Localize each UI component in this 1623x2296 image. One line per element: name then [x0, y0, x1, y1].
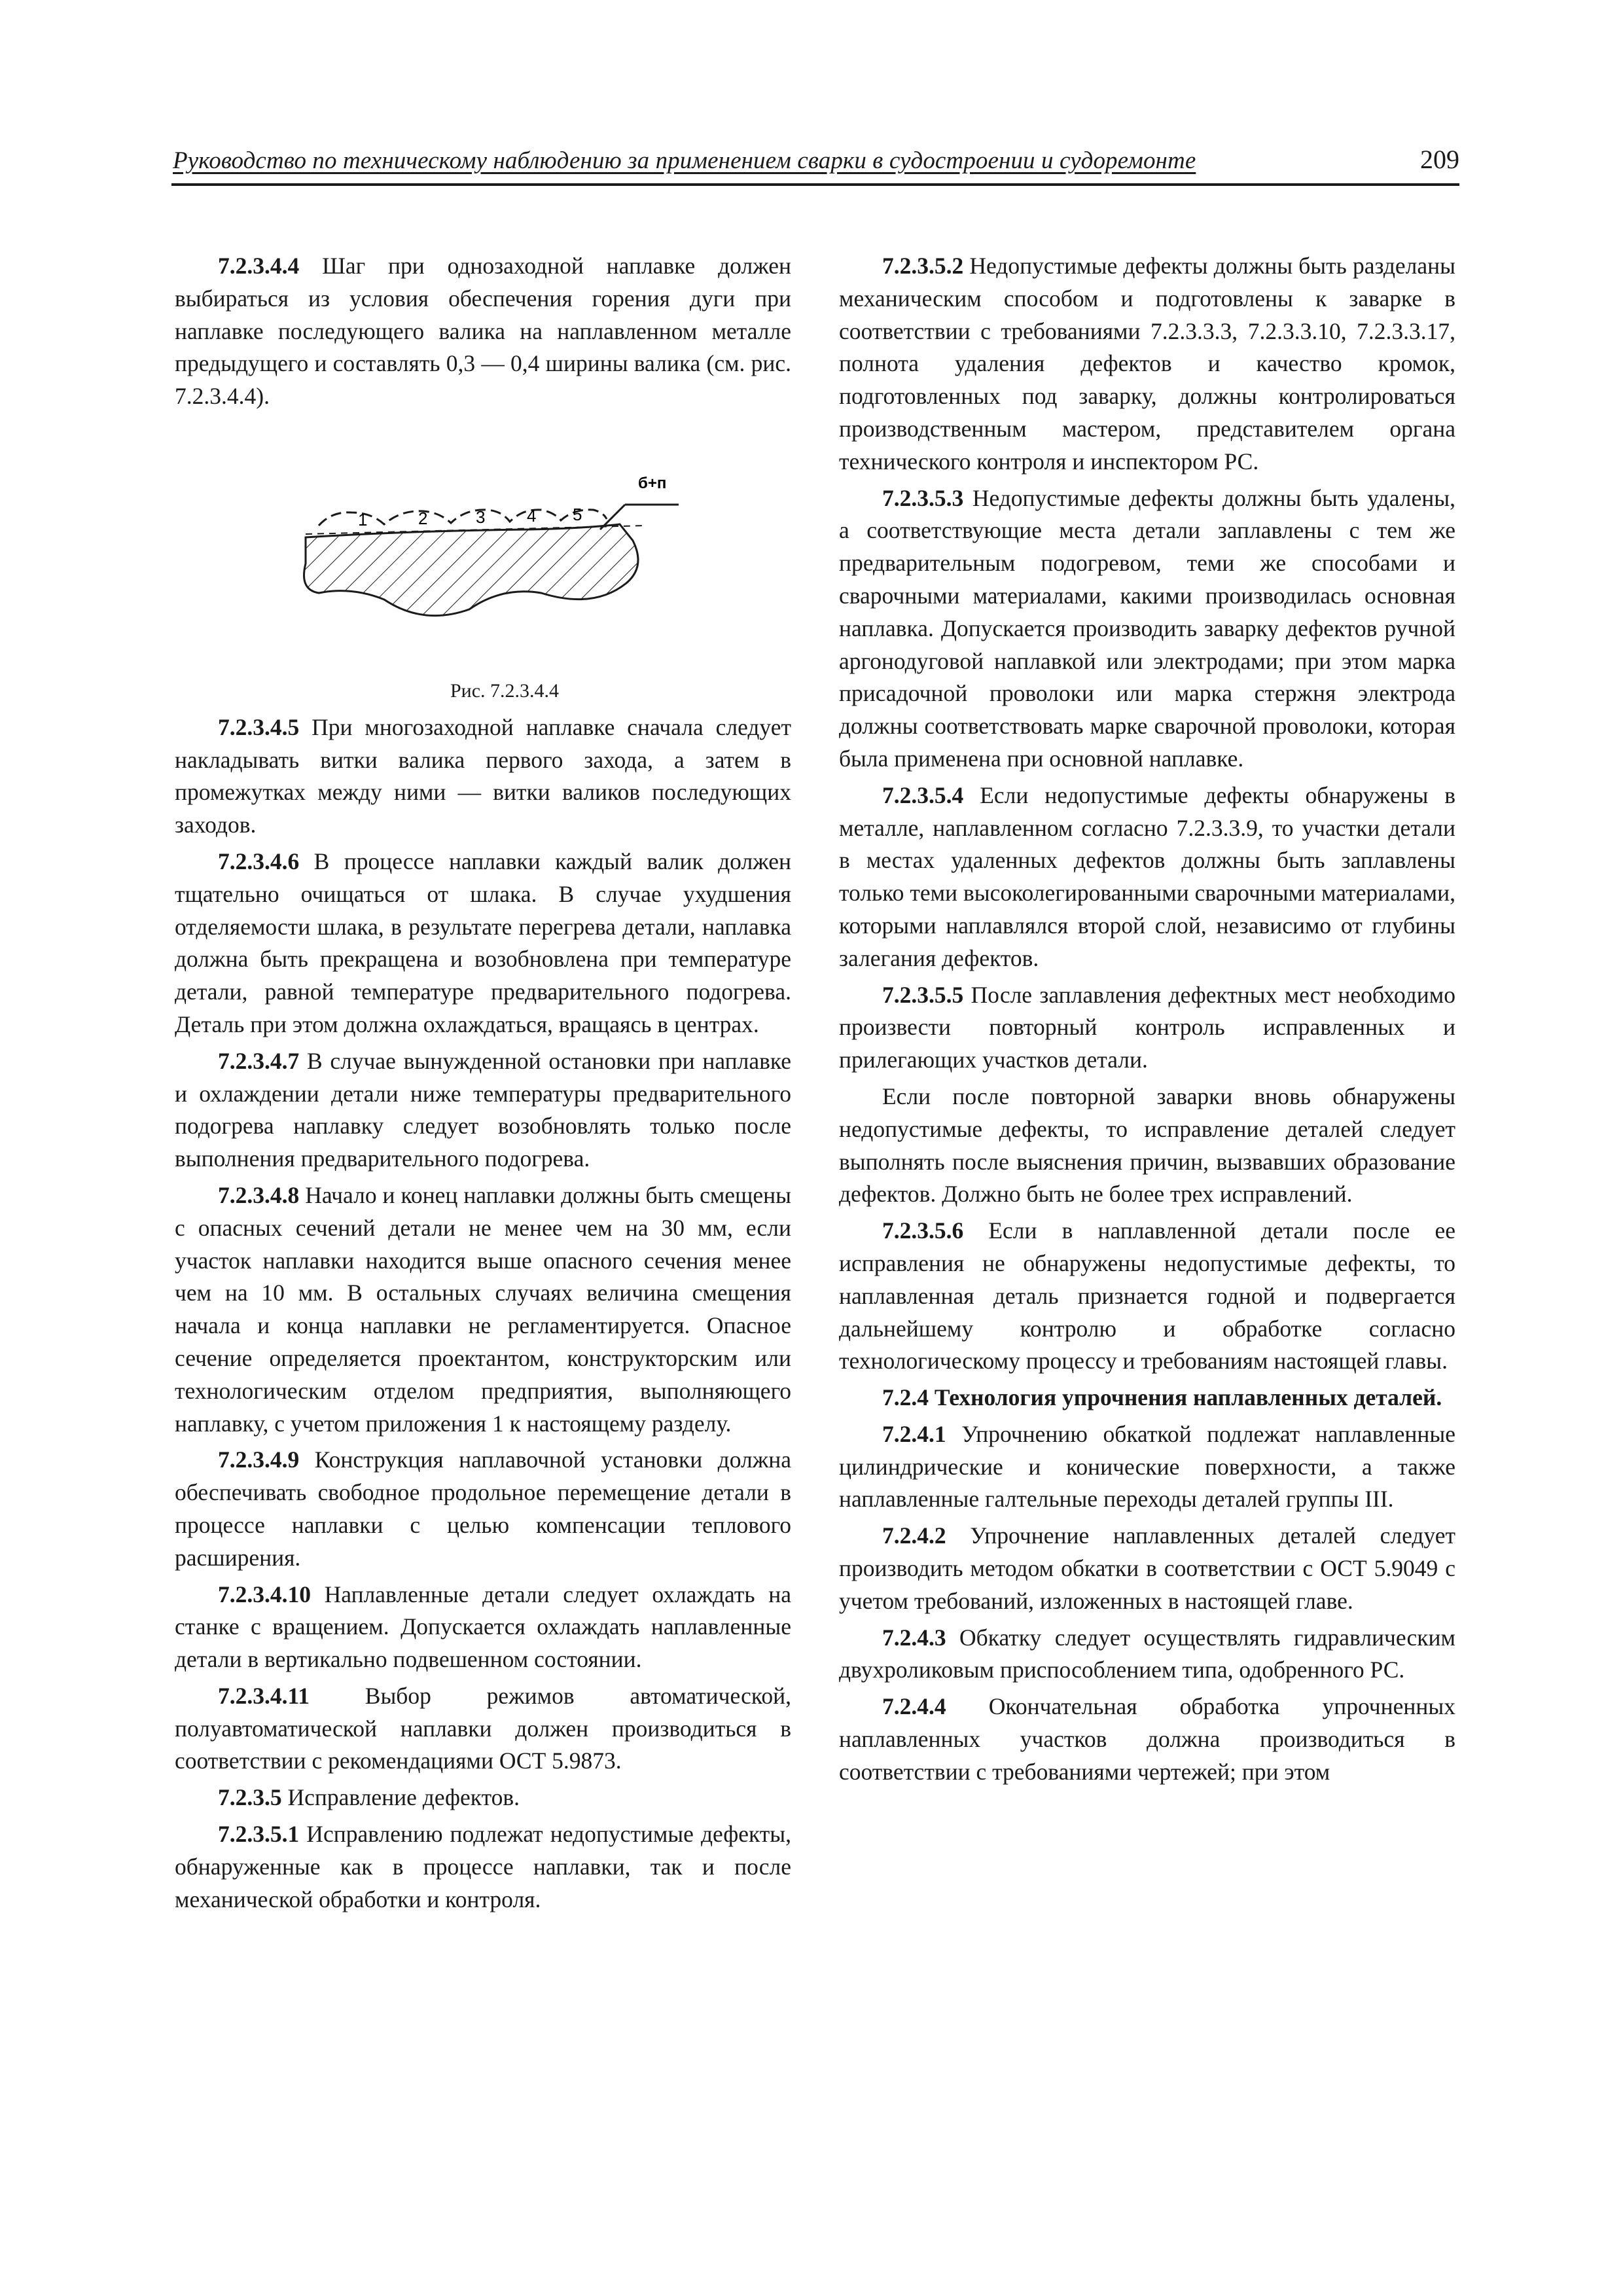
- clause-number: 7.2.3.4.4: [218, 253, 300, 279]
- paragraph: [839, 1418, 1455, 1516]
- paragraph: [839, 1691, 1455, 1788]
- clause-number: 7.2.4.4: [882, 1693, 946, 1720]
- clause-number: 7.2.3.5.3: [882, 484, 964, 511]
- clause-number: 7.2.4.3: [882, 1624, 946, 1651]
- paragraph-text: Исправлению подлежат недопустимые дефекты, обнаруженные как в процессе наплавки, так и после механической обработки и контроля.: [175, 1821, 791, 1912]
- left-column: [175, 250, 791, 1920]
- clause-number: 7.2.4.1: [882, 1420, 946, 1447]
- clause-number: 7.2.3.5.5: [882, 981, 964, 1008]
- bead-label: 1: [358, 509, 368, 529]
- bead-label: 2: [418, 508, 428, 528]
- bead-label: 3: [476, 507, 486, 527]
- paragraph-text: В случае вынужденной остановки при наплавке и охлаждении детали ниже температуры предварительного подогрева наплавку следует возобновлять только после выполнения предварительного подогрева.: [175, 1047, 791, 1172]
- header-title: Руководство по техническому наблюдению за применением сварки в судостроении и судоремонте: [173, 147, 1196, 174]
- bead-label: 5: [573, 504, 582, 524]
- clause-number: 7.2.3.4.9: [218, 1446, 300, 1473]
- paragraph: [175, 711, 791, 842]
- paragraph: [175, 1179, 791, 1440]
- bead-label: 4: [527, 505, 537, 526]
- paragraph: [839, 1622, 1455, 1687]
- paragraph: [175, 1680, 791, 1778]
- clause-number: 7.2.3.4.8: [218, 1181, 300, 1208]
- paragraph-text: Упрочнение наплавленных деталей следует производить методом обкатки в соответствии с ОСТ 5.9049 с учетом требований, изложенных в настоящей главе.: [839, 1522, 1455, 1614]
- base-metal-section: [304, 524, 639, 616]
- paragraph: [175, 250, 791, 413]
- paragraph-text: Шаг при однозаходной наплавке должен выбираться из условия обеспечения горения дуги при наплавке последующего валика на наплавленном металле предыдущего и составлять 0,3 — 0,4 ширины валика (см. рис. 7.2.3.4.4).: [175, 253, 791, 410]
- paragraph: [839, 250, 1455, 478]
- clause-number: 7.2.4.2: [882, 1522, 946, 1549]
- paragraph-text: Окончательная обработка упрочненных наплавленных участков должна производиться в соответствии с требованиями чертежей; при этом: [839, 1693, 1455, 1785]
- clause-number: 7.2.3.4.7: [218, 1047, 300, 1074]
- paragraph-text: Конструкция наплавочной установки должна обеспечивать свободное продольное перемещение детали в процессе наплавки с целью компенсации теплового расширения.: [175, 1446, 791, 1571]
- paragraph-text: При многозаходной наплавке сначала следует накладывать витки валика первого захода, а затем в промежутках между ними — витки валиков последующих заходов.: [175, 713, 791, 838]
- page-number: 209: [1420, 145, 1459, 174]
- paragraph: [175, 1579, 791, 1676]
- clause-number: 7.2.3.5.6: [882, 1217, 964, 1244]
- paragraph: [175, 1045, 791, 1175]
- paragraph-text: Наплавленные детали следует охлаждать на станке с вращением. Допускается охлаждать наплавленные детали в вертикально подвешенном состоянии.: [175, 1581, 791, 1673]
- paragraph-text: Недопустимые дефекты должны быть разделаны механическим способом и подготовлены к заварке в соответствии с требованиями 7.2.3.3.3, 7.2.3.3.10, 7.2.3.3.17, полнота удаления дефектов и качество кромок, подготовленных под заварку, должны контролироваться производственным мастером, представителем органа технического контроля и инспектором РС.: [839, 253, 1455, 475]
- right-column: [839, 250, 1455, 1793]
- paragraph: [839, 979, 1455, 1077]
- figure-weld-beads: [175, 452, 791, 655]
- section-heading: 7.2.4 Технология упрочнения наплавленных деталей.: [882, 1384, 1442, 1411]
- paragraph: [175, 1782, 791, 1814]
- clause-number: 7.2.3.4.10: [218, 1581, 311, 1607]
- clause-number: 7.2.3.4.11: [218, 1682, 310, 1709]
- paragraph-text: Обкатку следует осуществлять гидравлическим двухроликовым приспособлением типа, одобренного РС.: [839, 1624, 1455, 1683]
- paragraph-text: Исправление дефектов.: [281, 1784, 520, 1811]
- paragraph: [839, 780, 1455, 975]
- dimension-label: б+п: [638, 474, 667, 492]
- paragraph: Если после повторной заварки вновь обнаружены недопустимые дефекты, то исправление деталей следует выполнять после выяснения причин, вызвавших образование дефектов. Должно быть не более трех исправлений.: [839, 1083, 1455, 1208]
- paragraph: [175, 1818, 791, 1916]
- paragraph-text: Начало и конец наплавки должны быть смещены с опасных сечений детали не менее чем на 30 мм, если участок наплавки находится выше опасного сечения менее чем на 10 мм. В остальных случаях величина смещения начала и конца наплавки не регламентируется. Опасное сечение определяется проектантом, конструкторским или технологическим отделом предприятия, выполняющего наплавку, с учетом приложения 1 к настоящему разделу.: [175, 1181, 791, 1437]
- paragraph: [839, 1520, 1455, 1617]
- clause-number: 7.2.3.4.6: [218, 848, 300, 874]
- running-header: [171, 143, 1459, 186]
- paragraph-text: Если недопустимые дефекты обнаружены в металле, наплавленном согласно 7.2.3.3.9, то участки детали в местах удаленных дефектов должны быть заплавлены только теми высоколегированными сварочными материалами, которыми наплавлялся второй слой, независимо от глубины залегания дефектов.: [839, 781, 1455, 971]
- clause-number: 7.2.3.5.4: [882, 781, 964, 808]
- paragraph-text: После заплавления дефектных мест необходимо произвести повторный контроль исправленных и прилегающих участков детали.: [839, 981, 1455, 1073]
- clause-number: 7.2.3.5.1: [218, 1821, 300, 1848]
- paragraph-text: Упрочнению обкаткой подлежат наплавленные цилиндрические и конические поверхности, а также наплавленные галтельные переходы деталей группы III.: [839, 1420, 1455, 1513]
- paragraph-text: Недопустимые дефекты должны быть удалены, а соответствующие места детали заплавлены с тем же предварительным подогревом, теми же способами и сварочными материалами, какими производилась основная наплавка. Допускается производить заварку дефектов ручной аргонодуговой наплавкой или электродами; при этом марка присадочной проволоки или марка стержня электрода должны соответствовать марке сварочной проволоки, которая была применена при основной наплавке.: [839, 484, 1455, 772]
- paragraph-text: Выбор режимов автоматической, полуавтоматической наплавки должен производиться в соответствии с рекомендациями ОСТ 5.9873.: [175, 1682, 791, 1774]
- clause-number: 7.2.3.5.2: [882, 253, 964, 279]
- paragraph-text: В процессе наплавки каждый валик должен тщательно очищаться от шлака. В случае ухудшения отделяемости шлака, в результате перегрева детали, наплавка должна быть прекращена и возобновлена при температуре детали, равной температуре предварительного подогрева. Деталь при этом должна охлаждаться, вращаясь в центрах.: [175, 848, 791, 1037]
- paragraph-text: Если в наплавленной детали после ее исправления не обнаружены недопустимые дефекты, то наплавленная деталь признается годной и подвергается дальнейшему контролю и обработке согласно технологическому процессу и требованиям настоящей главы.: [839, 1217, 1455, 1374]
- clause-number: 7.2.3.5: [218, 1784, 282, 1811]
- weld-bead-diagram: [279, 452, 698, 649]
- clause-number: 7.2.3.4.5: [218, 713, 300, 740]
- paragraph: [839, 1215, 1455, 1378]
- figure-caption: Рис. 7.2.3.4.4: [450, 679, 560, 702]
- paragraph: [175, 1444, 791, 1574]
- paragraph: [839, 482, 1455, 776]
- paragraph: [175, 846, 791, 1041]
